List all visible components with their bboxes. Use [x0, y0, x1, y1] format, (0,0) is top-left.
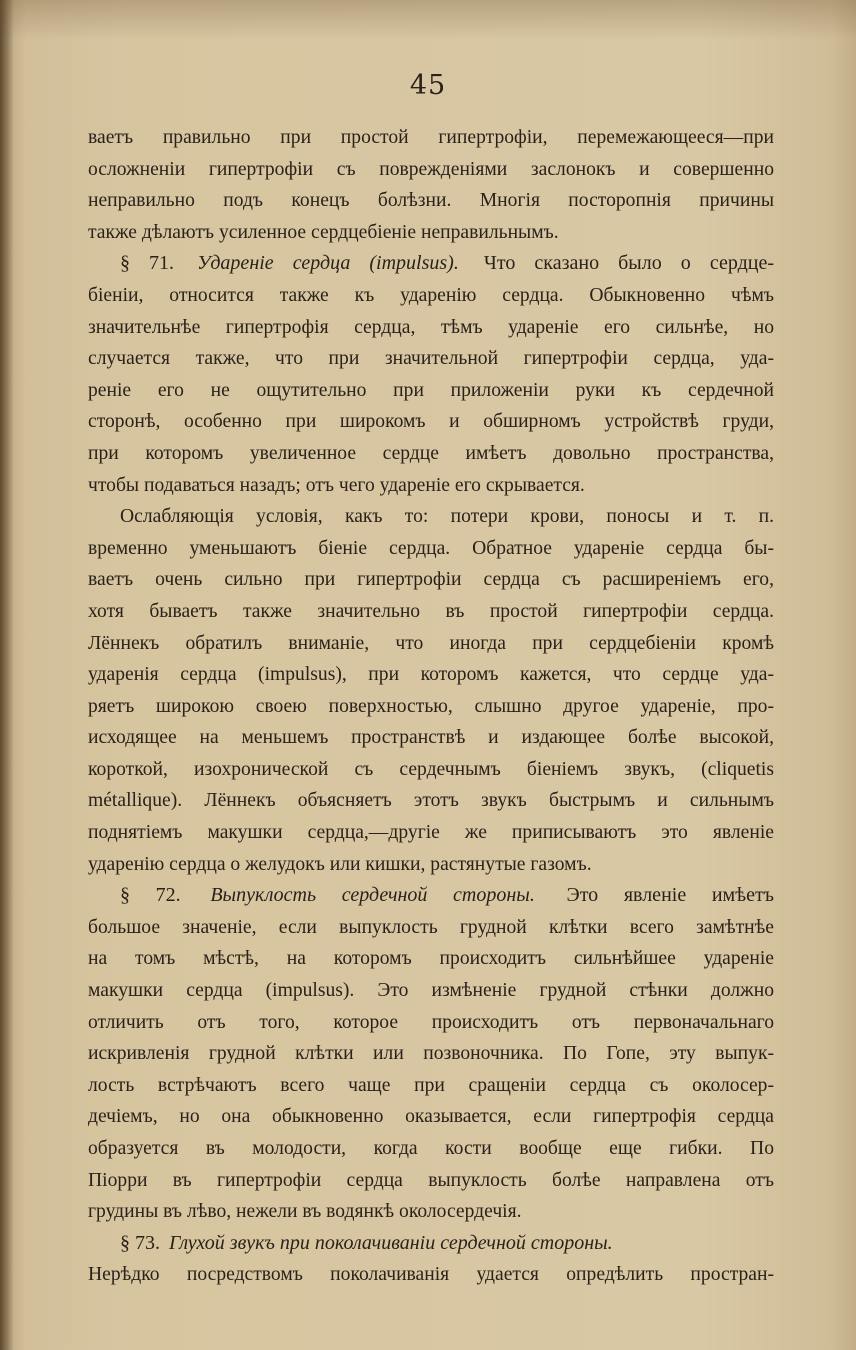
- text-line: короткой, изохронической съ сердечнымъ біеніемъ звукъ, (cliquetis: [88, 758, 774, 780]
- text-line: ударенія сердца (impulsus), при которомъ кажется, что сердце уда-: [88, 664, 774, 686]
- text-line: Піорри въ гипертрофіи сердца выпуклость болѣе направлена отъ: [88, 1169, 774, 1191]
- text-line: лость встрѣчаютъ всего чаще при сращеніи сердца съ околосер-: [88, 1074, 774, 1096]
- text-line: реніе его не ощутительно при приложеніи руки къ сердечной: [88, 379, 774, 401]
- text-line: отличить отъ того, которое происходитъ отъ первоначальнаго: [88, 1011, 774, 1033]
- body-text: [88, 122, 774, 1291]
- section-number: § 72.: [120, 884, 181, 907]
- text-line: дечіемъ, но она обыкновенно оказывается, если гипертрофія сердца: [88, 1106, 774, 1128]
- text-line: временно уменьшаютъ біеніе сердца. Обратное удареніе сердца бы-: [88, 537, 774, 559]
- text-line: Ослабляющія условія, какъ то: потери крови, поносы и т. п.: [120, 506, 774, 528]
- text-line: Лённекъ обратилъ вниманіе, что иногда при сердцебіеніи кромѣ: [88, 632, 774, 654]
- section-72-heading: [88, 880, 774, 912]
- text-run: Что сказано было о сердце-: [483, 252, 774, 275]
- text-line: ряетъ широкою своею поверхностью, слышно другое удареніе, про-: [88, 695, 774, 717]
- text-line: исходящее на меньшемъ пространствѣ и издающее болѣе высокой,: [88, 727, 774, 749]
- text-line: значительнѣе гипертрофія сердца, тѣмъ удареніе его сильнѣе, но: [88, 316, 774, 338]
- text-line: ударенію сердца о желудокъ или кишки, растянутые газомъ.: [88, 853, 592, 875]
- section-number: § 73.: [120, 1231, 160, 1254]
- section-title: Глухой звукъ при поколачиваніи сердечной стороны.: [169, 1231, 613, 1254]
- text-line: образуется въ молодости, когда кости вообще еще гибки. По: [88, 1138, 774, 1159]
- section-title: Удареніе сердца (impulsus).: [197, 252, 459, 275]
- text-line: осложненіи гипертрофіи съ повреждeніями заслонокъ и совершенно: [88, 158, 774, 180]
- text-line: ваетъ правильно при простой гипертрофіи, перемежающееся—при: [88, 127, 774, 148]
- text-line: неправильно подъ конецъ болѣзни. Многія посторопнія причины: [88, 190, 774, 212]
- section-73-heading: [88, 1228, 774, 1260]
- text-line: ваетъ очень сильно при гипертрофіи сердца съ расширеніемъ его,: [88, 569, 774, 591]
- text-line: случается также, что при значительной гипертрофіи сердца, уда-: [88, 348, 774, 370]
- section-number: § 71.: [120, 252, 175, 275]
- text-line: métallique). Лённекъ объясняетъ этотъ звукъ быстрымъ и сильнымъ: [88, 790, 774, 812]
- text-run: Это явленіе имѣетъ: [566, 884, 774, 907]
- section-title: Выпуклость сердечной стороны.: [210, 884, 535, 907]
- text-line: сторонѣ, особенно при широкомъ и обширномъ устройствѣ груди,: [88, 411, 774, 433]
- page-binding-edge: [0, 0, 14, 1350]
- text-line: хотя бываетъ также значительно въ простой гипертрофіи сердца.: [88, 600, 774, 622]
- text-line: грудины въ лѣво, нежели въ водянкѣ околосердечія.: [88, 1201, 522, 1223]
- page-number: 45: [409, 70, 447, 101]
- text-line: чтобы подаваться назадъ; отъ чего удареніе его скрывается.: [88, 474, 585, 496]
- page-shadow-top: [0, 0, 856, 40]
- text-line: макушки сердца (impulsus). Это измѣненіе грудной стѣнки должно: [88, 980, 774, 1002]
- text-line: большое значеніе, если выпуклость грудной клѣтки всего замѣтнѣе: [88, 916, 774, 938]
- text-line: Нерѣдко посредствомъ поколачиванія удается опредѣлить простран-: [88, 1264, 774, 1286]
- text-line: поднятіемъ макушки сердца,—другіе же приписываютъ это явленіе: [88, 822, 774, 844]
- text-line: при которомъ увеличенное сердце имѣетъ довольно пространства,: [88, 442, 774, 464]
- text-line: на томъ мѣстѣ, на которомъ происходитъ сильнѣйшее удареніе: [88, 948, 774, 970]
- section-71-heading: [88, 248, 774, 280]
- text-line: также дѣлаютъ усиленное сердцебіеніе неправильнымъ.: [88, 221, 559, 243]
- text-line: біеніи, относится также къ ударенію сердца. Обыкновенно чѣмъ: [88, 284, 774, 306]
- text-line: искривленія грудной клѣтки или позвоночника. По Гопе, эту выпук-: [88, 1043, 774, 1065]
